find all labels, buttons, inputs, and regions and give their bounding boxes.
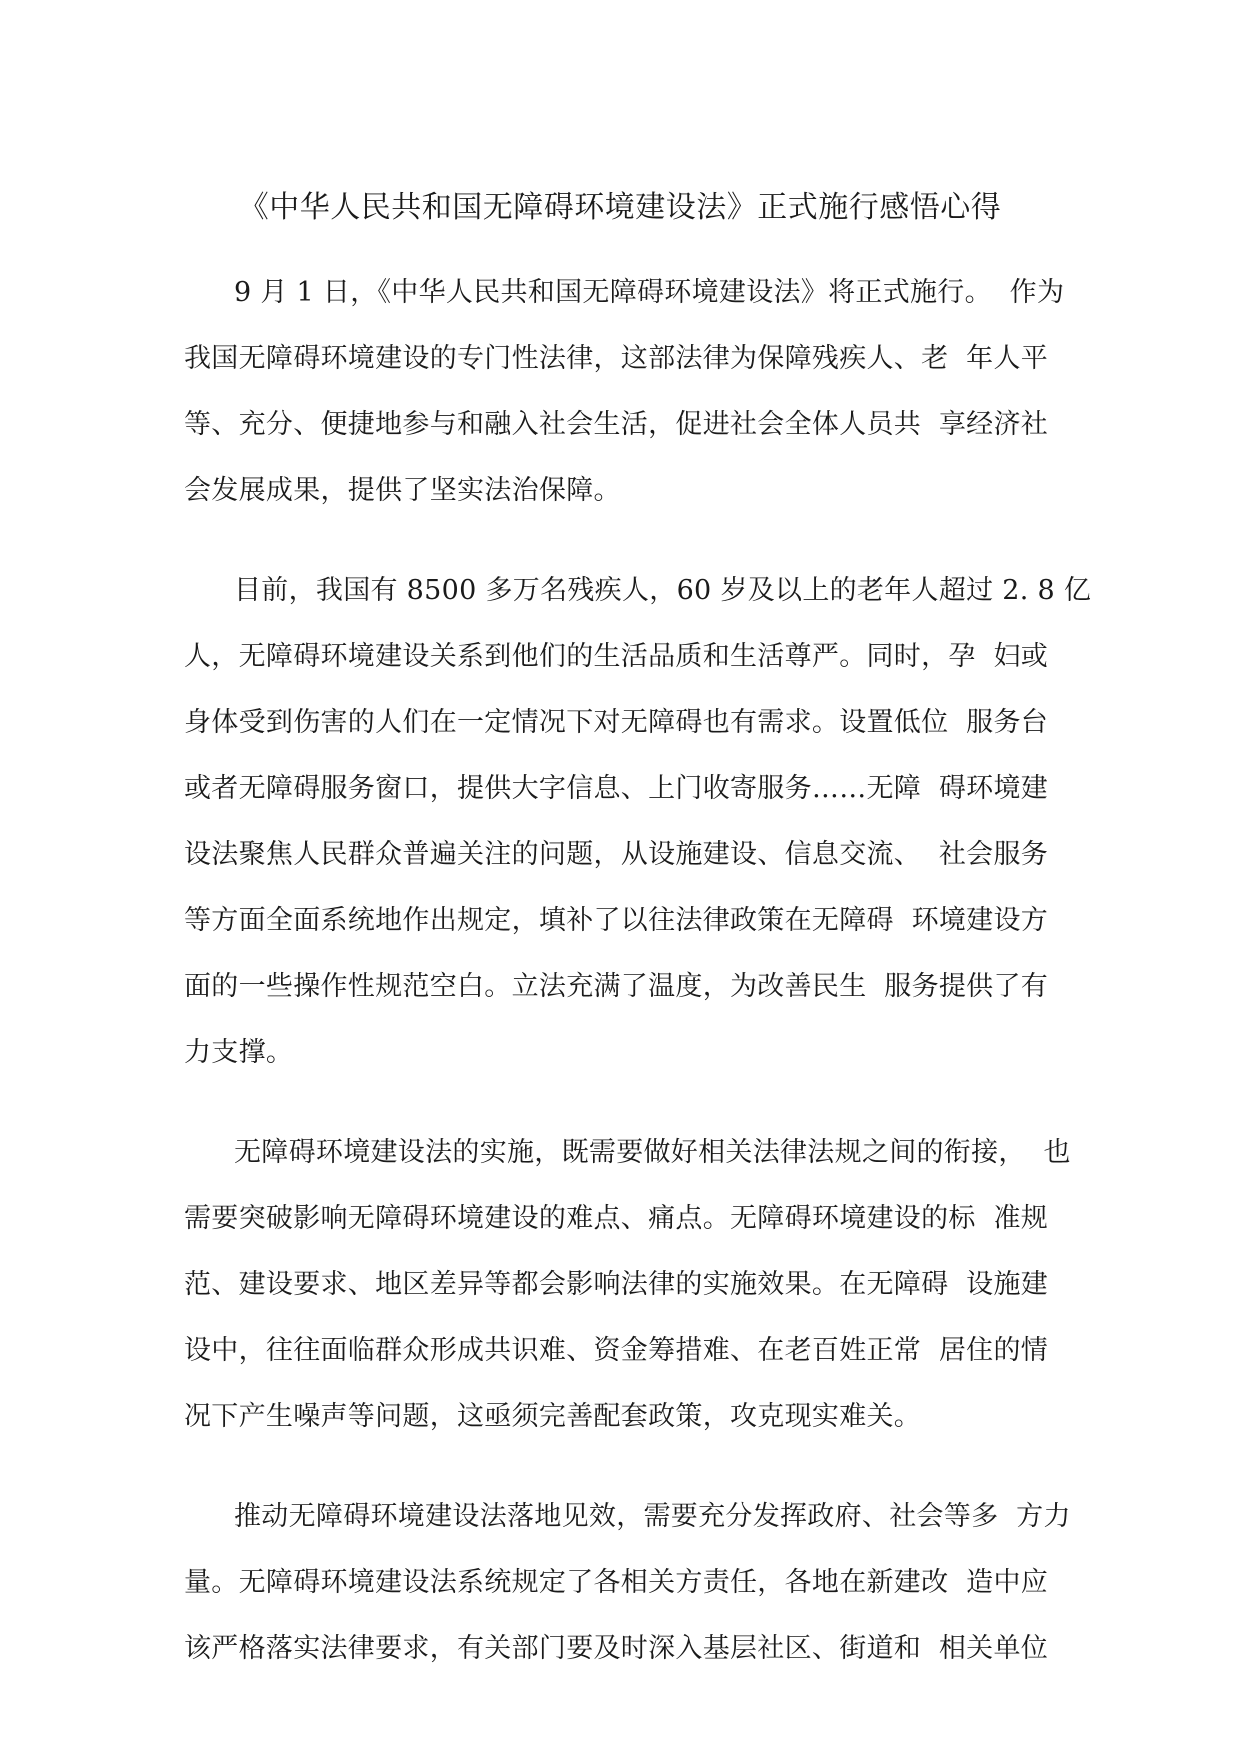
paragraph-line: 需要突破影响无障碍环境建设的难点、痛点。无障碍环境建设的标 准规: [184, 1203, 1049, 1234]
paragraph-line: 等、充分、便捷地参与和融入社会生活，促进社会全体人员共 享经济社: [184, 409, 1049, 440]
paragraph-line: 我国无障碍环境建设的专门性法律，这部法律为保障残疾人、老 年人平: [184, 343, 1049, 374]
paragraph-2: [184, 558, 1092, 1086]
paragraph-line: 人，无障碍环境建设关系到他们的生活品质和生活尊严。同时，孕 妇或: [184, 641, 1049, 672]
paragraph-1: [184, 260, 1064, 524]
document-body: [184, 260, 1092, 1716]
paragraph-line: 9 月 1 日，《中华人民共和国无障碍环境建设法》将正式施行。 作为: [234, 277, 1065, 308]
paragraph-line: 面的一些操作性规范空白。立法充满了温度，为改善民生 服务提供了有: [184, 971, 1049, 1002]
paragraph-line: 无障碍环境建设法的实施，既需要做好相关法律法规之间的衔接， 也: [234, 1137, 1071, 1168]
paragraph-3: [184, 1120, 1071, 1450]
paragraph-line: 目前，我国有 8500 多万名残疾人，60 岁及以上的老年人超过 2. 8 亿: [234, 575, 1092, 606]
paragraph-line: 力支撑。: [184, 1037, 294, 1068]
paragraph-line: 量。无障碍环境建设法系统规定了各相关方责任，各地在新建改 造中应: [184, 1567, 1049, 1598]
paragraph-line: 推动无障碍环境建设法落地见效，需要充分发挥政府、社会等多 方力: [234, 1501, 1071, 1532]
paragraph-4: [184, 1484, 1071, 1682]
paragraph-line: 等方面全面系统地作出规定，填补了以往法律政策在无障碍 环境建设方: [184, 905, 1049, 936]
paragraph-line: 设中，往往面临群众形成共识难、资金筹措难、在老百姓正常 居住的情: [184, 1335, 1049, 1366]
paragraph-line: 身体受到伤害的人们在一定情况下对无障碍也有需求。设置低位 服务台: [184, 707, 1049, 738]
paragraph-line: 或者无障碍服务窗口，提供大字信息、上门收寄服务……无障 碍环境建: [184, 773, 1049, 804]
paragraph-line: 会发展成果，提供了坚实法治保障。: [184, 475, 621, 506]
paragraph-line: 范、建设要求、地区差异等都会影响法律的实施效果。在无障碍 设施建: [184, 1269, 1049, 1300]
paragraph-line: 设法聚焦人民群众普遍关注的问题，从设施建设、信息交流、 社会服务: [184, 839, 1049, 870]
paragraph-line: 该严格落实法律要求，有关部门要及时深入基层社区、街道和 相关单位: [184, 1633, 1049, 1664]
paragraph-line: 况下产生噪声等问题，这亟须完善配套政策，攻克现实难关。: [184, 1401, 922, 1432]
document-title: 《中华人民共和国无障碍环境建设法》正式施行感悟心得: [238, 190, 1002, 225]
